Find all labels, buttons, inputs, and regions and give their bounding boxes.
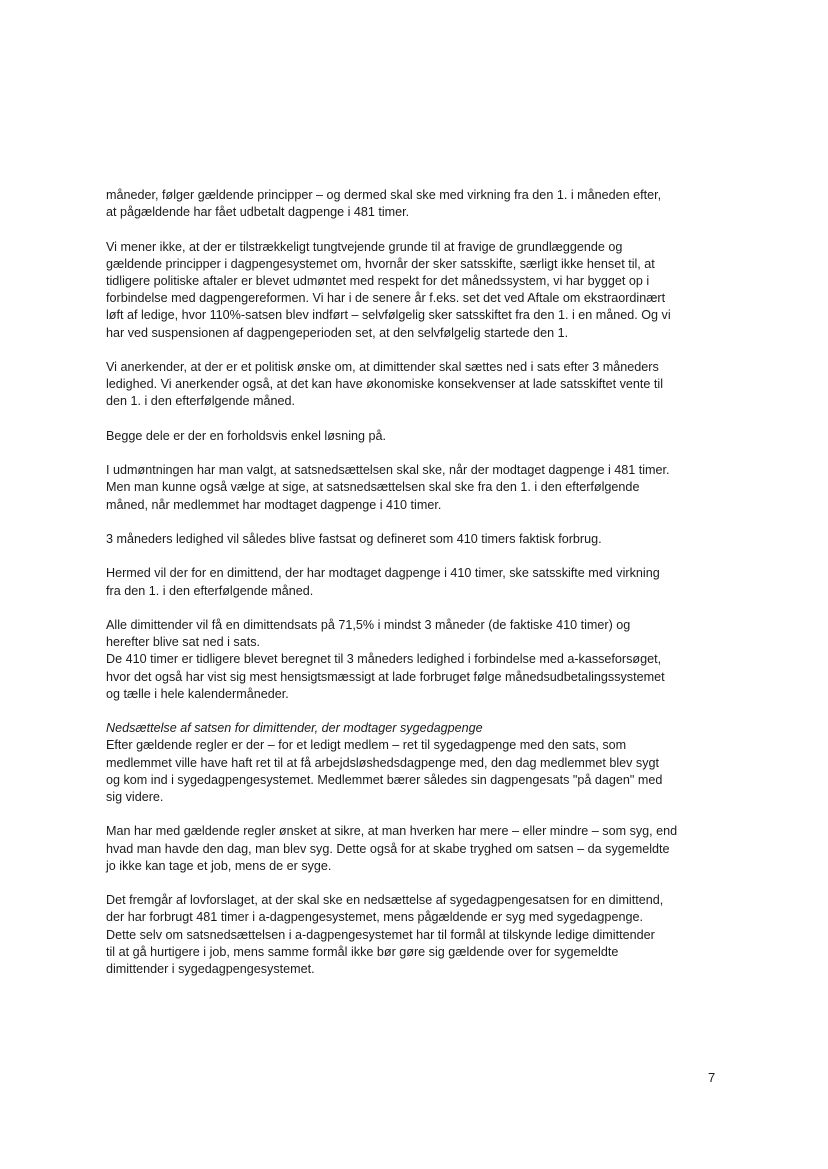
paragraph-a-kasseforsoeg: De 410 timer er tidligere blevet beregnet til 3 måneders ledighed i forbindelse med a-kasseforsøget, hvor det også har vist sig mest hensigtsmæssigt at lade forbruget følge månedsudbetalingssystemet og tælle i hele kalendermåneder. xyxy=(106,652,665,701)
paragraph-dimittendsats: Alle dimittender vil få en dimittendsats på 71,5% i mindst 3 måneder (de faktiske 410 timer) og herefter blive sat ned i sats. xyxy=(106,617,631,650)
paragraph-continuation: måneder, følger gældende principper – og dermed skal ske med virkning fra den 1. i måneden efter, at pågældende har fået udbetalt dagpenge i 481 timer. xyxy=(106,188,662,220)
paragraph-principles: Vi mener ikke, at der er tilstrækkeligt tungtvejende grunde til at fravige de grundlæggende og gældende principper i dagpengesystemet om, hvornår der sker satsskifte, særligt ikke henset til, at tidligere politiske aftaler er blevet udmøntet med respekt for det månedssystem, vi har bygget op i forbindelse med dagpengereformen. Vi har i de senere år f.eks. set det ved Aftale om ekstraordinært løft af ledige, hvor 110%-satsen blev indført – selvfølgelig sker satsskiftet fra den 1. i en måned. Og vi har ved suspensionen af dagpengeperioden set, at den selvfølgelig startede den 1. xyxy=(106,239,671,340)
paragraph-rate-change: Hermed vil der for en dimittend, der har modtaget dagpenge i 410 timer, ske satsskifte med virkning fra den 1. i den efterfølgende måned. xyxy=(106,566,660,598)
paragraph-security: Man har med gældende regler ønsket at sikre, at man hverken har mere – eller mindre – som syg, end hvad man havde den dag, man blev syg. Dette også for at skabe tryghed om satsen – da sygemeldte jo ikke kan tage et job, mens de er syge. xyxy=(106,824,678,873)
paragraph-political-wish: Vi anerkender, at der er et politisk ønske om, at dimittender skal sættes ned i sats efter 3 måneders ledighed. Vi anerkender også, at det kan have økonomiske konsekvenser at lade satsskiftet vente til den 1. i den efterfølgende måned. xyxy=(106,360,664,409)
document-body xyxy=(106,187,716,995)
paragraph-410-hours: 3 måneders ledighed vil således blive fastsat og defineret som 410 timers faktisk forbrug. xyxy=(106,531,602,546)
page-number: 7 xyxy=(708,1070,716,1085)
paragraph-implementation: I udmøntningen har man valgt, at satsnedsættelsen skal ske, når der modtaget dagpenge i 481 timer. Men man kunne også vælge at sige, at satsnedsættelsen skal ske fra den 1. i den efterfølgende måned, når medlemmet har modtaget dagpenge i 410 timer. xyxy=(106,463,670,512)
section-heading: Nedsættelse af satsen for dimittender, der modtager sygedagpenge xyxy=(106,721,483,736)
paragraph-solution: Begge dele er der en forholdsvis enkel løsning på. xyxy=(106,428,387,443)
paragraph-bill-reduction: Det fremgår af lovforslaget, at der skal ske en nedsættelse af sygedagpengesatsen for en dimittend, der har forbrugt 481 timer i a-dagpengesystemet, mens pågældende er syg med sygedagpenge. Dette selv om satsnedsættelsen i a-dagpengesystemet har til formål at tilskynde ledige dimittender til at gå hurtigere i job, mens samme formål ikke bør gøre sig gældende over for sygemeldte dimittender i sygedagpengesystemet. xyxy=(106,893,664,976)
paragraph-sygedagpenge-rules: Efter gældende regler er der – for et ledigt medlem – ret til sygedagpenge med den sats, som medlemmet ville have haft ret til at få arbejdsløshedsdagpenge med, den dag medlemmet blev sygt og kom ind i sygedagpengesystemet. Medlemmet bærer således sin dagpengesats "på dagen" med sig videre. xyxy=(106,738,663,804)
